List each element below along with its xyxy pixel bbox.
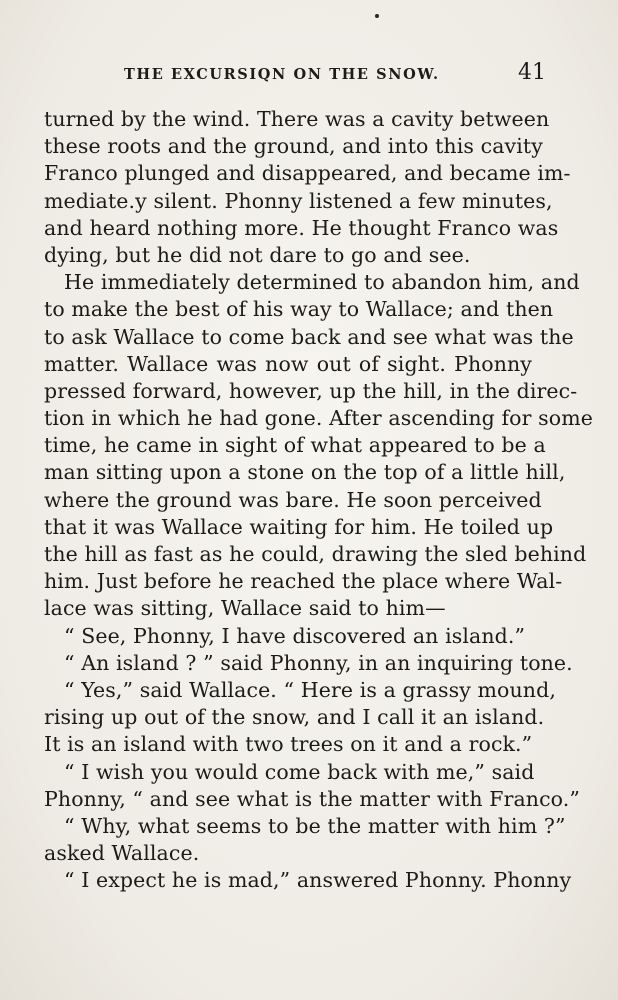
body-text bbox=[44, 106, 593, 894]
text-line: dying, but he did not dare to go and see. bbox=[44, 242, 471, 267]
text-line: pressed forward, however, up the hill, in the direc- bbox=[44, 378, 578, 403]
text-line: that it was Wallace waiting for him. He toiled up bbox=[44, 514, 554, 539]
text-line: man sitting upon a stone on the top of a little hill, bbox=[44, 460, 566, 485]
text-line: where the ground was bare. He soon perceived bbox=[44, 487, 542, 512]
text-line: the hill as fast as he could, drawing the sled behind bbox=[44, 542, 587, 566]
text-line: mediate.y silent. Phonny listened a few minutes, bbox=[44, 188, 553, 213]
text-line: him. Just before he reached the place where Wal- bbox=[44, 569, 563, 594]
page-header bbox=[44, 60, 546, 90]
text-line: “ I expect he is mad,” answered Phonny. Phonny bbox=[64, 868, 572, 893]
text-line: time, he came in sight of what appeared to be a bbox=[44, 433, 546, 458]
text-line: rising up out of the snow, and I call it an island. bbox=[44, 705, 545, 730]
text-line: lace was sitting, Wallace said to him— bbox=[44, 596, 446, 621]
page-number: 41 bbox=[518, 60, 546, 85]
text-line: “ An island ? ” said Phonny, in an inquiring tone. bbox=[64, 650, 573, 675]
text-line: “ Why, what seems to be the matter with him ?” bbox=[64, 813, 566, 838]
text-line: turned by the wind. There was a cavity between bbox=[44, 107, 550, 131]
text-line: “ I wish you would come back with me,” said bbox=[64, 759, 535, 784]
text-line: and heard nothing more. He thought Franco was bbox=[44, 215, 559, 240]
text-line: It is an island with two trees on it and a rock.” bbox=[44, 732, 533, 757]
text-line: Phonny, “ and see what is the matter with Franco.” bbox=[44, 786, 580, 811]
text-line: matter. Wallace was now out of sight. Phonny bbox=[44, 351, 532, 376]
text-line: asked Wallace. bbox=[44, 841, 200, 866]
text-line: to ask Wallace to come back and see what was the bbox=[44, 324, 574, 349]
text-line: Franco plunged and disappeared, and became im- bbox=[44, 161, 571, 186]
text-line: these roots and the ground, and into this cavity bbox=[44, 134, 543, 159]
text-line: “ Yes,” said Wallace. “ Here is a grassy mound, bbox=[64, 677, 556, 702]
text-line: He immediately determined to abandon him, and bbox=[64, 270, 580, 295]
running-title: THE EXCURSIQN ON THE SNOW. bbox=[124, 66, 440, 83]
text-line: tion in which he had gone. After ascending for some bbox=[44, 406, 593, 431]
text-line: to make the best of his way to Wallace; and then bbox=[44, 297, 554, 322]
text-line: “ See, Phonny, I have discovered an island.” bbox=[64, 623, 526, 648]
ink-speck bbox=[375, 14, 379, 18]
